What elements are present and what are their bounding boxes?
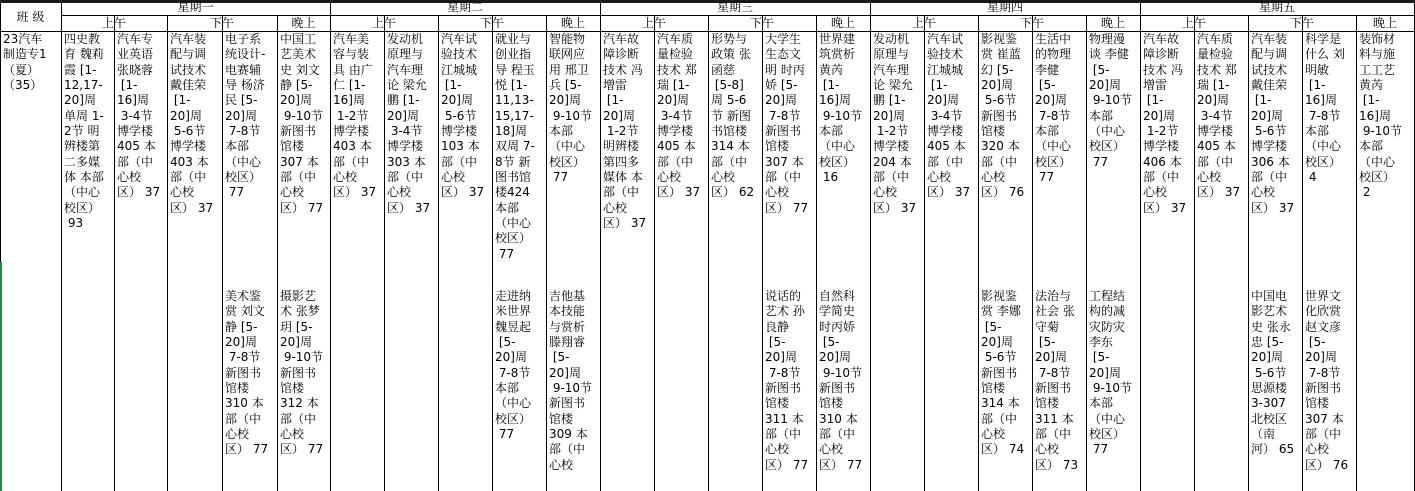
course-entry[interactable]: 四史教 育 魏莉 霞 [1- 12,17- 20]周 单周 1- 2节 明 辨楼第 二多媒 体 本部 （中心 校区） 93 bbox=[64, 32, 104, 231]
grid-vline bbox=[438, 16, 439, 491]
grid-vline bbox=[61, 3, 62, 491]
course-entry[interactable]: 发动机 原理与 汽车理 论 梁允 鹏 [1- 20]周 1-2节 博学楼 204 本 部（中 心校 区） 37 bbox=[873, 32, 917, 215]
period-header: 下午 bbox=[749, 16, 774, 30]
course-entry[interactable]: 中国工 艺美术 史 刘文 静 [5- 20]周 9-10节 新图书 馆楼 307 本 部（中 心校 区） 77 bbox=[280, 32, 324, 215]
grid-vline bbox=[600, 3, 601, 491]
period-header: 上午 bbox=[101, 16, 126, 30]
grid-vline bbox=[1194, 16, 1195, 491]
period-header: 上午 bbox=[371, 16, 396, 30]
course-entry[interactable]: 汽车装 配与调 试技术 戴佳荣 [1- 20]周 5-6节 博学楼 403 本 部（中 心校 区） 37 bbox=[170, 32, 214, 215]
period-header: 晚上 bbox=[830, 16, 855, 30]
class-name-cell: 23汽车 制造专1 （夏） （35） bbox=[3, 32, 47, 93]
grid-vline bbox=[167, 16, 168, 491]
grid-vline bbox=[978, 16, 979, 491]
course-entry[interactable]: 汽车故 障诊断 技术 冯 增雷 [1- 20]周 1-2节 明辨楼 第四多 媒体 本 部（中 心校 区） 37 bbox=[603, 32, 647, 231]
period-header: 下午 bbox=[479, 16, 504, 30]
grid-vline bbox=[546, 16, 547, 491]
grid-vline bbox=[1032, 16, 1033, 491]
period-header: 晚上 bbox=[1372, 16, 1397, 30]
grid-vline bbox=[1086, 16, 1087, 491]
course-entry[interactable]: 工程结 构的减 灾防灾 李东 [5- 20]周 9-10节 本部 （中心 校区） 77 bbox=[1089, 289, 1133, 457]
course-entry[interactable]: 汽车装 配与调 试技术 戴佳荣 [1- 20]周 5-6节 博学楼 306 本 部（中 心校 区） 37 bbox=[1251, 32, 1295, 215]
course-entry[interactable]: 电子系 统设计- 电赛辅 导 杨济 民 [5- 20]周 7-8节 本部 （中心 校区） 77 bbox=[225, 32, 266, 200]
period-header: 下午 bbox=[209, 16, 234, 30]
grid-vline bbox=[277, 16, 278, 491]
course-entry[interactable]: 大学生 生态文 明 时丙 娇 [5- 20]周 7-8节 新图书 馆楼 307 本 部（中 心校 区） 77 bbox=[765, 32, 809, 215]
grid-vline bbox=[492, 16, 493, 491]
grid-vline bbox=[1302, 16, 1303, 491]
day-header: 星期四 bbox=[986, 0, 1023, 14]
course-entry[interactable]: 汽车试 验技术 江城城 [1- 20]周 5-6节 博学楼 103 本 部（中 心校 区） 37 bbox=[441, 32, 485, 200]
grid-vline bbox=[1248, 16, 1249, 491]
grid-vline bbox=[924, 16, 925, 491]
course-entry[interactable]: 影视鉴 赏 李娜 [5- 20]周 5-6节 新图书 馆楼 314 本 部（中 心校 区） 74 bbox=[981, 289, 1025, 457]
course-entry[interactable]: 汽车专 业英语 张晓蓉 [1- 16]周 3-4节 博学楼 405 本 部（中 心校 区） 37 bbox=[117, 32, 161, 200]
course-entry[interactable]: 汽车试 验技术 江城城 [1- 20]周 3-4节 博学楼 405 本 部（中 心校 区） 37 bbox=[927, 32, 971, 200]
period-header: 下午 bbox=[1289, 16, 1314, 30]
course-entry[interactable]: 装饰材 料与施 工工艺 黄芮 [1- 16]周 9-10节 本部 （中心 校区） 2 bbox=[1359, 32, 1403, 200]
course-entry[interactable]: 吉他基 本技能 与赏析 滕翔睿 [5- 20]周 9-10节 新图书 馆楼 309 本 部（中 心校 bbox=[549, 289, 593, 472]
day-header: 星期五 bbox=[1258, 0, 1295, 14]
day-header: 星期二 bbox=[446, 0, 483, 14]
course-entry[interactable]: 走进纳 米世界 魏昱起 [5- 20]周 7-8节 本部 （中心 校区） 77 bbox=[495, 289, 532, 442]
left-edge-marker bbox=[0, 262, 2, 491]
course-entry[interactable]: 世界建 筑赏析 黄芮 [1- 16]周 9-10节 本部 （中心 校区） 16 bbox=[819, 32, 863, 185]
course-entry[interactable]: 汽车美 容与装 具 由广 仁 [1- 16]周 1-2节 博学楼 403 本 部（中 心校 区） 37 bbox=[333, 32, 377, 200]
course-entry[interactable]: 智能物 联网应 用 邢卫 兵 [5- 20]周 9-10节 本部 （中心 校区） 77 bbox=[549, 32, 593, 185]
day-header: 星期一 bbox=[177, 0, 214, 14]
grid-vline bbox=[870, 3, 871, 491]
grid-vline bbox=[222, 16, 223, 491]
course-entry[interactable]: 汽车质 量检验 技术 郑 瑞 [1- 20]周 3-4节 博学楼 405 本 部（中 心校 区） 37 bbox=[657, 32, 701, 200]
period-header: 上午 bbox=[911, 16, 936, 30]
grid-vline bbox=[1140, 3, 1141, 491]
course-entry[interactable]: 生活中 的物理 李健 [5- 20]周 7-8节 本部 （中心 校区） 77 bbox=[1035, 32, 1072, 185]
grid-vline bbox=[762, 16, 763, 491]
grid-vline bbox=[816, 16, 817, 491]
period-header: 上午 bbox=[641, 16, 666, 30]
grid-vline bbox=[384, 16, 385, 491]
period-header: 晚上 bbox=[560, 16, 585, 30]
course-entry[interactable]: 世界文 化欣赏 赵文彦 [5- 20]周 7-8节 新图书 馆楼 307 本 部（中 心校 区） 76 bbox=[1305, 289, 1349, 472]
day-header: 星期三 bbox=[716, 0, 753, 14]
course-entry[interactable]: 汽车质 量检验 技术 郑 瑞 [1- 20]周 3-4节 博学楼 405 本 部（中 心校 区） 37 bbox=[1197, 32, 1241, 200]
course-entry[interactable]: 就业与 创业指 导 程玉 悦 [1- 11,13- 15,17- 18]周 双周 7- 8节 新 图书馆 楼424 本部 （中心 校区） 77 bbox=[495, 32, 535, 261]
course-entry[interactable]: 法治与 社会 张 守菊 [5- 20]周 7-8节 新图书 馆楼 311 本 部（中 心校 区） 73 bbox=[1035, 289, 1079, 472]
course-entry[interactable]: 科学是 什么 刘 明敏 [1- 16]周 7-8节 本部 （中心 校区） 4 bbox=[1305, 32, 1345, 185]
grid-vline bbox=[114, 16, 115, 491]
period-header: 上午 bbox=[1181, 16, 1206, 30]
course-entry[interactable]: 摄影艺 术 张梦 玥 [5- 20]周 9-10节 新图书 馆楼 312 本 部（中 心校 区） 77 bbox=[280, 289, 324, 457]
course-entry[interactable]: 形势与 政策 张 函慈 [5-8] 周 5-6 节 新图 书馆楼 314 本 部（中 心校 区） 62 bbox=[711, 32, 755, 200]
grid-vline bbox=[654, 16, 655, 491]
course-entry[interactable]: 中国电 影艺术 史 张永 忠 [5- 20]周 5-6节 思源楼 3-307 北校区 （南 河） 65 bbox=[1251, 289, 1295, 457]
course-entry[interactable]: 美术鉴 赏 刘文 静 [5- 20]周 7-8节 新图书 馆楼 310 本 部（中 心校 区） 77 bbox=[225, 289, 269, 457]
period-header: 下午 bbox=[1019, 16, 1044, 30]
course-entry[interactable]: 影视鉴 赏 崔蓝 幻 [5- 20]周 5-6节 新图书 馆楼 320 本 部（中 心校 区） 76 bbox=[981, 32, 1025, 200]
course-entry[interactable]: 说话的 艺术 孙 良静 [5- 20]周 7-8节 新图书 馆楼 311 本 部（中 心校 区） 77 bbox=[765, 289, 809, 472]
period-header: 晚上 bbox=[291, 16, 316, 30]
course-entry[interactable]: 物理漫 谈 李健 [5- 20]周 9-10节 本部 （中心 校区） 77 bbox=[1089, 32, 1133, 169]
grid-vline bbox=[1356, 16, 1357, 491]
course-entry[interactable]: 发动机 原理与 汽车理 论 梁允 鹏 [1- 20]周 3-4节 博学楼 303 本 部（中 心校 区） 37 bbox=[387, 32, 431, 215]
course-entry[interactable]: 自然科 学简史 时丙娇 [5- 20]周 9-10节 新图书 馆楼 310 本 部（中 心校 区） 77 bbox=[819, 289, 863, 472]
course-entry[interactable]: 汽车故 障诊断 技术 冯 增雷 [1- 20]周 1-2节 博学楼 406 本 部（中 心校 区） 37 bbox=[1143, 32, 1187, 215]
period-header: 晚上 bbox=[1100, 16, 1125, 30]
grid-vline bbox=[708, 16, 709, 491]
grid-vline bbox=[330, 3, 331, 491]
class-column-header: 班 级 bbox=[16, 10, 45, 24]
